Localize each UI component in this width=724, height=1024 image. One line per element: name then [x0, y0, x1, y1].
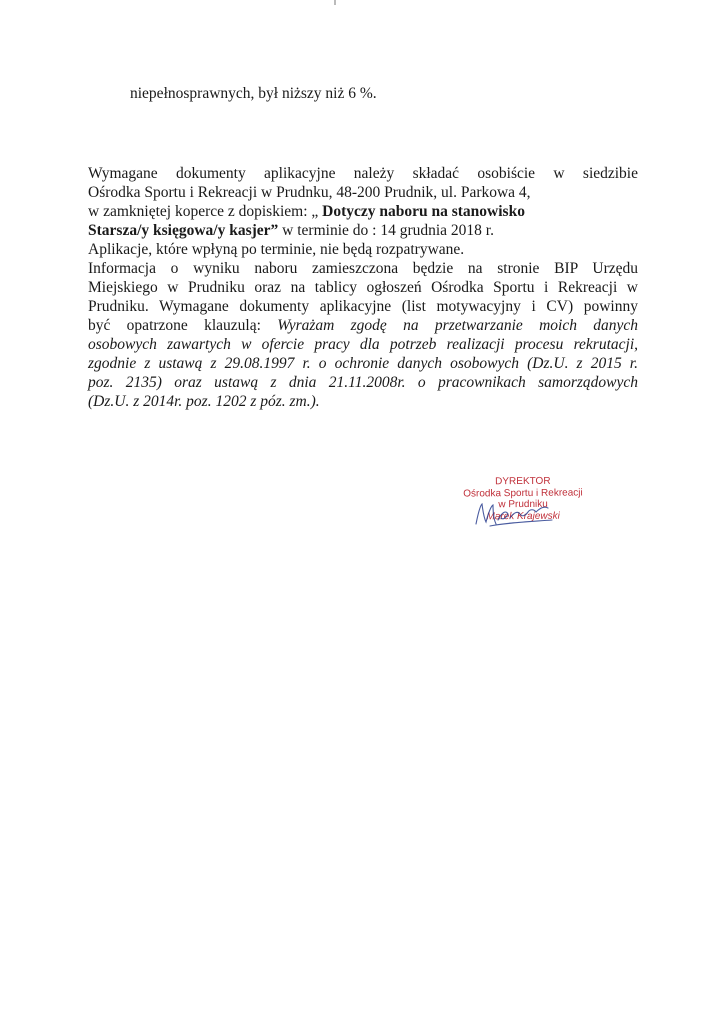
- para2-line2: Miejskiego w Prudniku oraz na tablicy ogłoszeń Ośrodka Sportu i Rekreacji w: [88, 279, 638, 296]
- stamp-city: w Prudniku: [498, 498, 548, 511]
- para2-line1: Informacja o wyniku naboru zamieszczona będzie na stronie BIP Urzędu: [88, 260, 638, 277]
- para1-line3: [88, 202, 638, 221]
- stamp-org: Ośrodka Sportu i Rekreacji: [463, 486, 583, 500]
- position-title: Starsza/y księgowa/y kasjer”: [88, 222, 279, 239]
- para2-line8: (Dz.U. z 2014r. poz. 1202 z póz. zm.).: [88, 393, 320, 410]
- deadline-text: w terminie do : 14 grudnia 2018 r.: [278, 222, 494, 239]
- intro-line: niepełnosprawnych, był niższy niż 6 %.: [130, 85, 377, 102]
- para2-line5: osobowych zawartych w ofercie pracy dla potrzeb realizacji procesu rekrutacji,: [88, 336, 638, 353]
- scan-mark: [334, 0, 336, 5]
- signature-icon: [470, 496, 570, 534]
- para1-line2: Ośrodka Sportu i Rekreacji w Prudnku, 48-200 Prudnik, ul. Parkowa 4,: [88, 184, 531, 201]
- clause-start: Wyrażam zgodę na przetwarzanie moich danych: [277, 317, 639, 334]
- para2-line4: [88, 316, 638, 335]
- para1-line3-text: w zamkniętej koperce z dopiskiem: „: [88, 203, 323, 220]
- para2-line7: poz. 2135) oraz ustawą z dnia 21.11.2008r. o pracownikach samorządowych: [88, 374, 638, 391]
- para1-line3-bold: Dotyczy naboru na stanowisko: [322, 203, 525, 220]
- stamp-title: DYREKTOR: [495, 475, 551, 488]
- para1-line5: Aplikacje, które wpłyną po terminie, nie będą rozpatrywane.: [88, 241, 465, 258]
- para1-line1: Wymagane dokumenty aplikacyjne należy składać osobiście w siedzibie: [88, 165, 638, 182]
- para2-line6: zgodnie z ustawą z 29.08.1997 r. o ochronie danych osobowych (Dz.U. z 2015 r.: [88, 355, 638, 372]
- clause-lead: być opatrzone klauzulą:: [88, 317, 278, 334]
- stamp-name: Marek Krajewski: [486, 510, 560, 522]
- para1-line4: [88, 221, 638, 240]
- para2-line3: Prudniku. Wymagane dokumenty aplikacyjne (list motywacyjny i CV) powinny: [88, 298, 638, 315]
